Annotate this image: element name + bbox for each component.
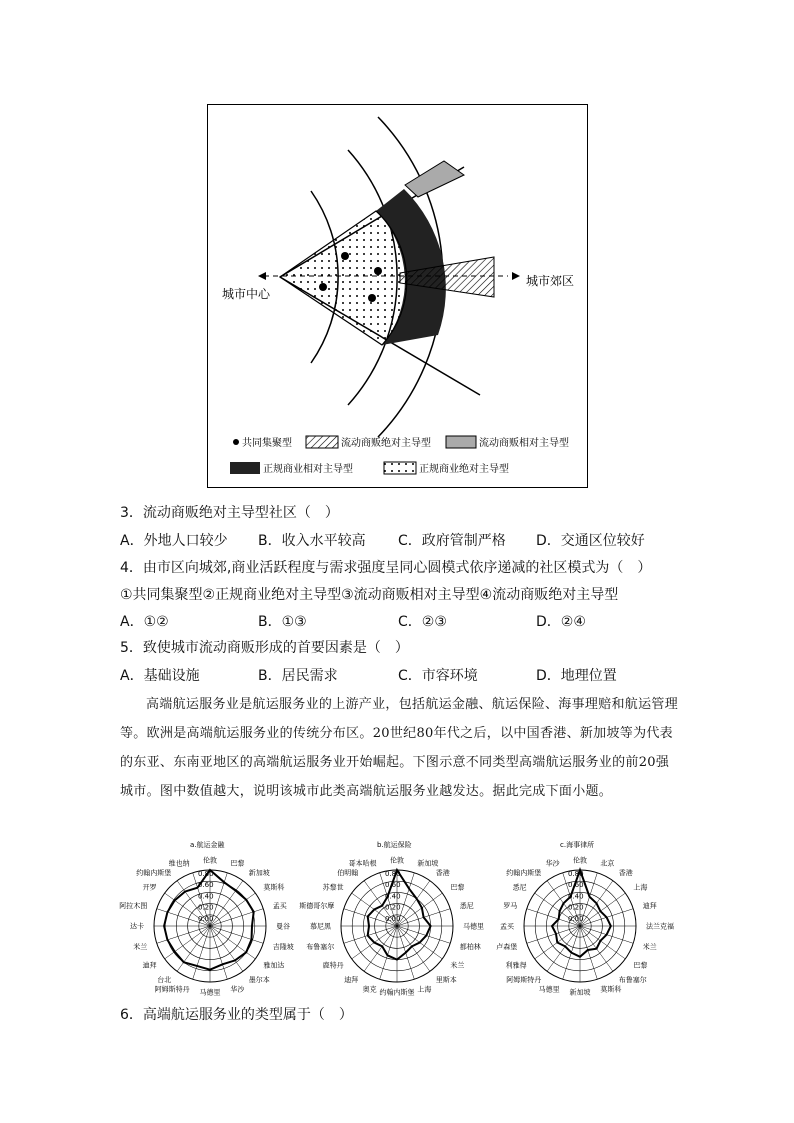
q3-option-d[interactable]: D．交通区位较好 xyxy=(536,533,645,549)
radar-city-label: 莫斯科 xyxy=(600,985,622,994)
radar-city-label: 雅加达 xyxy=(263,961,285,970)
q5-option-c[interactable]: C．市容环境 xyxy=(398,668,478,684)
radar-spoke xyxy=(547,926,580,971)
radar-scale-label: 0.40 xyxy=(568,892,584,901)
radar-spoke xyxy=(344,926,397,943)
question-4-stem: 4．由市区向城郊,商业活跃程度与需求强度呈同心圆模式依序递减的社区模式为（ ） xyxy=(120,560,652,576)
radar-city-label: 北京 xyxy=(600,859,615,868)
radar-spoke xyxy=(380,926,397,979)
q3-option-b[interactable]: B．收入水平较高 xyxy=(258,533,366,549)
radar-city-label: 孟买 xyxy=(500,922,514,931)
cluster-point xyxy=(368,294,376,302)
radar-city-label: 奥克 xyxy=(362,985,377,994)
radar-city-label: 布鲁塞尔 xyxy=(306,942,335,951)
legend-mobile-relative-label: 流动商贩相对主导型 xyxy=(479,438,569,449)
radar-city-label: 都柏林 xyxy=(459,942,481,951)
arrow-left-icon xyxy=(258,272,266,280)
radar-city-label: 慕尼黑 xyxy=(310,922,331,931)
radar-city-label: 阿姆斯特丹 xyxy=(506,975,542,984)
radar-city-label: 新加坡 xyxy=(248,869,270,878)
community-diagram-svg xyxy=(208,105,589,489)
q4-option-b[interactable]: B．①③ xyxy=(258,614,307,630)
radar-scale-label: 0.40 xyxy=(385,892,401,901)
radar-scale-label: 0.80 xyxy=(568,870,584,878)
radar-city-label: 马德里 xyxy=(463,922,484,931)
radar-city-label: 约翰内斯堡 xyxy=(136,869,172,878)
radar-spoke xyxy=(210,909,263,926)
question-3-stem: 3．流动商贩绝对主导型社区（ ） xyxy=(120,505,339,521)
radar-spoke xyxy=(397,926,450,943)
radar-city-label: 达卡 xyxy=(130,922,144,931)
legend-formal-absolute-label: 正规商业绝对主导型 xyxy=(419,464,509,475)
radar-city-label: 迪拜 xyxy=(344,975,359,984)
radar-city-label: 阿姆斯特丹 xyxy=(154,985,190,994)
label-city-center: 城市中心 xyxy=(222,287,271,301)
radar-scale-label: 0.20 xyxy=(198,903,214,912)
radar-city-label: 马德里 xyxy=(199,988,221,997)
radar-city-label: 伦敦 xyxy=(573,856,587,865)
radar-city-label: 伦敦 xyxy=(203,856,217,865)
radar-city-label: 鹿特丹 xyxy=(322,961,344,970)
radar-city-label: 约翰内斯堡 xyxy=(506,869,542,878)
radar-scale-label: 0.60 xyxy=(568,881,584,890)
cluster-point xyxy=(319,283,327,291)
passage xyxy=(120,690,680,806)
radar-svg-a xyxy=(120,838,300,998)
radar-city-label: 约翰内斯堡 xyxy=(379,988,415,997)
q4-option-c[interactable]: C．②③ xyxy=(398,614,447,630)
radar-chart-c xyxy=(490,838,674,998)
legend-mobile-absolute-label: 流动商贩绝对主导型 xyxy=(341,438,431,449)
radar-city-label: 吉隆坡 xyxy=(272,942,294,951)
q4-option-d[interactable]: D．②④ xyxy=(536,614,586,630)
arrow-right-icon xyxy=(512,272,520,280)
radar-spoke xyxy=(210,926,263,943)
radar-title: b.航运保险 xyxy=(377,841,412,849)
radar-city-label: 新加坡 xyxy=(569,988,591,997)
radar-city-label: 台北 xyxy=(157,975,172,984)
radar-scale-label: 0.00 xyxy=(568,914,584,923)
radar-spoke xyxy=(580,893,625,926)
formal-absolute-region xyxy=(280,211,407,345)
radar-title: a.航运金融 xyxy=(190,841,225,849)
radar-city-label: 米兰 xyxy=(642,942,657,951)
radar-spoke xyxy=(210,926,227,979)
radar-city-label: 卢森堡 xyxy=(496,942,518,951)
radar-city-label: 莫斯科 xyxy=(263,883,285,892)
q5-option-d[interactable]: D．地理位置 xyxy=(536,668,617,684)
legend-mobile-absolute-swatch xyxy=(306,436,338,448)
radar-spoke xyxy=(580,926,625,959)
question-6-stem: 6．高端航运服务业的类型属于（ ） xyxy=(120,1007,353,1023)
radar-title: c.海事律所 xyxy=(560,841,595,849)
radar-city-label: 法兰克福 xyxy=(646,922,674,931)
legend-formal-relative-swatch xyxy=(230,462,260,474)
radar-city-label: 马德里 xyxy=(538,985,560,994)
legend-cluster-label: 共同集聚型 xyxy=(242,438,292,449)
legend-formal-relative-label: 正规商业相对主导型 xyxy=(263,464,353,475)
q3-option-c[interactable]: C．政府管制严格 xyxy=(398,533,506,549)
radar-city-label: 米兰 xyxy=(133,942,148,951)
radar-scale-label: 0.20 xyxy=(568,903,584,912)
radar-city-label: 新加坡 xyxy=(417,859,439,868)
radar-city-label: 曼谷 xyxy=(276,922,290,931)
radar-scale-label: 0.80 xyxy=(385,870,401,878)
radar-chart-a xyxy=(120,838,300,998)
radar-scale-label: 0.00 xyxy=(385,914,401,923)
radar-scale-label: 0.80 xyxy=(198,870,214,878)
q4-option-a[interactable]: A．①② xyxy=(120,614,169,630)
label-city-suburb: 城市郊区 xyxy=(526,274,575,288)
cluster-point xyxy=(374,267,382,275)
radar-spoke xyxy=(210,881,243,926)
radar-city-label: 巴黎 xyxy=(450,883,465,892)
radar-city-label: 布鲁塞尔 xyxy=(618,975,647,984)
question-5-stem: 5．致使城市流动商贩形成的首要因素是（ ） xyxy=(120,640,409,656)
radar-spoke xyxy=(397,893,442,926)
radar-city-label: 利雅得 xyxy=(505,961,527,970)
legend-formal-absolute-swatch xyxy=(384,462,416,474)
radar-scale-label: 0.00 xyxy=(198,914,214,923)
cluster-point xyxy=(341,252,349,260)
radar-city-label: 悉尼 xyxy=(459,902,474,911)
radar-city-label: 孟买 xyxy=(272,902,287,911)
radar-city-label: 米兰 xyxy=(450,961,465,970)
radar-spoke xyxy=(210,893,255,926)
radar-spoke xyxy=(193,926,210,979)
radar-scale-label: 0.60 xyxy=(198,881,214,890)
radar-city-label: 悉尼 xyxy=(512,883,527,892)
radar-spoke xyxy=(210,926,243,971)
radar-city-label: 伯明翰 xyxy=(337,869,359,878)
radar-city-label: 上海 xyxy=(633,883,648,892)
q3-option-a[interactable]: A．外地人口较少 xyxy=(120,533,228,549)
radar-city-label: 苏黎世 xyxy=(322,883,344,892)
radar-scale-label: 0.60 xyxy=(385,881,401,890)
radar-city-label: 墨尔本 xyxy=(248,975,270,984)
radar-city-label: 斯德哥尔摩 xyxy=(299,902,335,911)
radar-scale-label: 0.20 xyxy=(385,903,401,912)
radar-city-label: 维也纳 xyxy=(168,859,190,868)
radar-svg-c xyxy=(490,838,674,998)
radar-spoke xyxy=(397,926,430,971)
radar-city-label: 开罗 xyxy=(142,883,157,892)
legend-mobile-relative-swatch xyxy=(446,436,476,448)
q5-option-b[interactable]: B．居民需求 xyxy=(258,668,338,684)
radar-city-label: 迪拜 xyxy=(142,961,157,970)
radar-city-label: 迪拜 xyxy=(642,902,657,911)
radar-city-label: 巴黎 xyxy=(633,961,648,970)
radar-city-label: 哥本哈根 xyxy=(348,859,377,868)
q5-option-a[interactable]: A．基础设施 xyxy=(120,668,200,684)
passage-text: 高端航运服务业是航运服务业的上游产业，包括航运金融、航运保险、海事理赔和航运管理等。欧洲是高端航运服务业的传统分布区。20世纪80年代之后，以中国香港、新加坡等为代表的东亚、东南亚地区的高端航运服务业开始崛起。下图示意不同类型高端航运服务业的前20强城市。图中数值越大，说明该城市此类高端航运服务业越发达。据此完成下面小题。 xyxy=(120,697,679,799)
radar-city-label: 华沙 xyxy=(230,985,245,994)
radar-city-label: 罗马 xyxy=(503,902,518,911)
radar-city-label: 里斯本 xyxy=(435,975,457,984)
radar-city-label: 香港 xyxy=(618,869,633,878)
radar-spoke xyxy=(580,926,597,979)
radar-city-label: 华沙 xyxy=(545,859,560,868)
radar-city-label: 上海 xyxy=(417,985,432,994)
figure-community-pattern xyxy=(207,104,588,488)
question-4-sub: ①共同集聚型②正规商业绝对主导型③流动商贩相对主导型④流动商贩绝对主导型 xyxy=(120,587,619,603)
radar-city-label: 伦敦 xyxy=(390,856,404,865)
radar-svg-b xyxy=(299,838,487,998)
radar-city-label: 巴黎 xyxy=(230,859,245,868)
radar-spoke xyxy=(165,926,210,959)
radar-scale-label: 0.40 xyxy=(198,892,214,901)
radar-city-label: 阿拉木图 xyxy=(119,902,148,911)
radar-city-label: 香港 xyxy=(435,869,450,878)
radar-chart-b xyxy=(299,838,487,998)
radar-spoke xyxy=(210,926,255,959)
legend-cluster-icon xyxy=(233,439,239,445)
